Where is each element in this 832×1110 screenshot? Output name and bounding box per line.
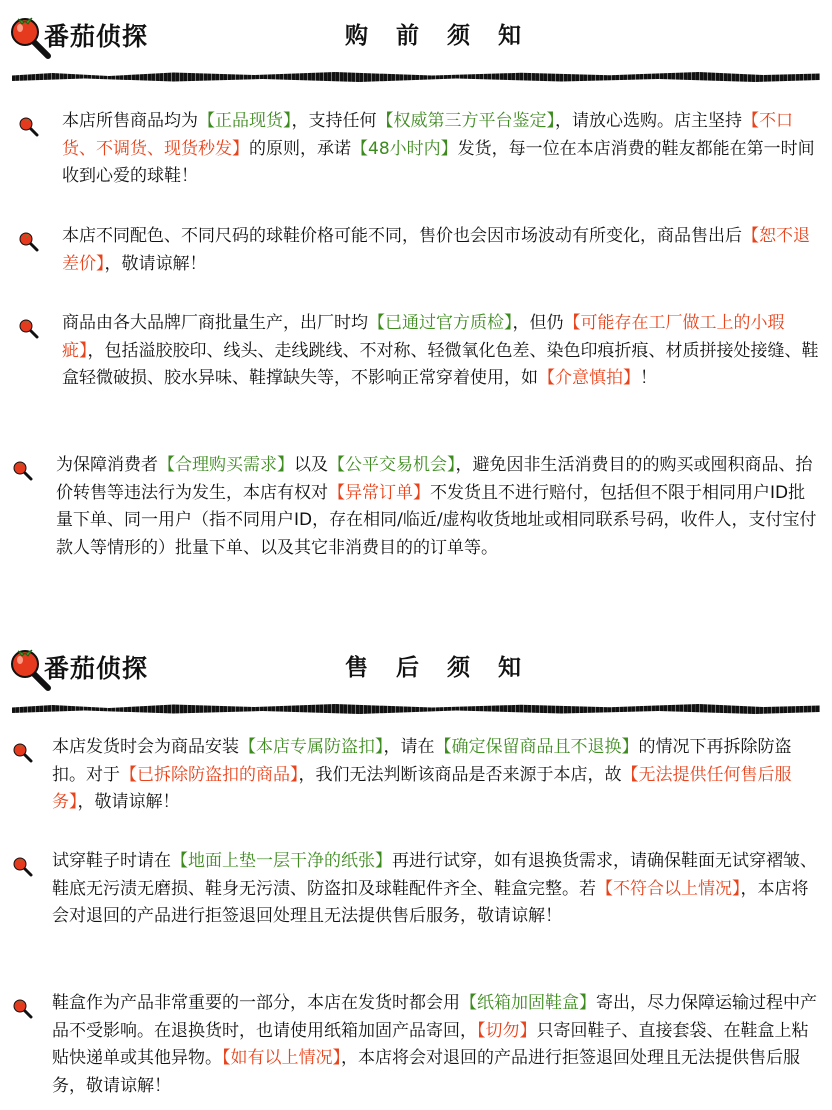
highlight-red: 【不口货、不调货、现货秒发】: [62, 111, 793, 159]
brand-name: 番茄侦探: [44, 654, 149, 683]
highlight-green: 【本店专属防盗扣】: [239, 737, 384, 757]
text-segment: 发货，每一位在本店消费的鞋友都能在第一时间收到心爱的球鞋！: [62, 138, 815, 186]
brand-name: 番茄侦探: [44, 22, 149, 51]
highlight-red: 【不符合以上情况】: [596, 878, 741, 899]
highlight-red: 【介意慎拍】: [538, 368, 640, 388]
text-segment: 本店不同配色、不同尺码的球鞋价格可能不同，售价也会因市场波动有所变化，商品售出后: [62, 226, 742, 246]
notice-text: [62, 223, 822, 278]
tomato-bullet-icon: [12, 856, 34, 878]
text-segment: 以及: [294, 455, 328, 475]
text-segment: ，请放心选购。店主坚持: [555, 111, 742, 131]
section-header: [0, 632, 832, 712]
highlight-red: 【恕不退差价】: [62, 226, 810, 274]
text-segment: 鞋盒作为产品非常重要的一部分，本店在发货时都会用: [52, 993, 460, 1013]
tomato-bullet-icon: [12, 742, 34, 764]
text-segment: 本店所售商品均为: [62, 111, 198, 131]
tomato-bullet-icon: [12, 460, 34, 482]
section-title: 售 后 须 知: [345, 655, 532, 681]
text-segment: 为保障消费者: [56, 455, 158, 475]
highlight-green: 【48小时内】: [351, 138, 458, 159]
text-segment: ！: [640, 368, 657, 388]
highlight-green: 【公平交易机会】: [328, 455, 456, 475]
text-segment: 商品由各大品牌厂商批量生产，出厂时均: [62, 313, 368, 333]
text-segment: ，请在: [383, 737, 435, 757]
highlight-green: 【纸箱加固鞋盒】: [460, 993, 596, 1013]
highlight-red: 【可能存在工厂做工上的小瑕疵】: [62, 313, 785, 361]
highlight-green: 【正品现货】: [198, 111, 292, 131]
highlight-red: 【切勿】: [477, 1020, 537, 1041]
text-segment: ，包括溢胶胶印、线头、走线跳线、不对称、轻微氧化色差、染色印痕折痕、材质拼接处接缝、鞋盒轻微破损、胶水异味、鞋撑缺失等，不影响正常穿着使用，如: [62, 340, 819, 388]
brush-divider: [12, 72, 820, 82]
tomato-bullet-icon: [12, 998, 34, 1020]
text-segment: 本店发货时会为商品安装: [52, 737, 239, 757]
highlight-red: 【如有以上情况】: [222, 1048, 341, 1068]
text-segment: ，敬请谅解！: [77, 792, 180, 812]
text-segment: ，本店将会对退回的产品进行拒签退回处理且无法提供售后服务，敬请谅解！: [52, 1048, 800, 1096]
text-segment: 寄出，尽力保障运输过程中产品不受影响。在退换货时，也请使用纸箱加固产品寄回，: [52, 993, 817, 1041]
text-segment: 的情况下再拆除防盗扣。对于: [52, 737, 792, 785]
section-title: 购 前 须 知: [345, 23, 532, 49]
notice-text: [56, 452, 822, 562]
notice-text: [62, 108, 822, 191]
highlight-green: 【权威第三方平台鉴定】: [376, 111, 555, 131]
text-segment: 的原则，承诺: [249, 138, 351, 159]
text-segment: 试穿鞋子时请在: [52, 851, 171, 871]
notice-text: [52, 990, 818, 1100]
notice-text: [62, 310, 822, 393]
brand-logo: [8, 8, 168, 68]
highlight-red: 【已拆除防盗扣的商品】: [120, 764, 299, 785]
text-segment: ，但仍: [512, 313, 564, 333]
tomato-bullet-icon: [18, 318, 40, 340]
section-header: [0, 0, 832, 80]
text-segment: ，支持任何: [291, 111, 377, 131]
highlight-green: 【确定保留商品且不退换】: [434, 737, 639, 757]
text-segment: ，敬请谅解！: [104, 253, 207, 274]
brush-divider: [12, 704, 820, 714]
highlight-red: 【异常订单】: [328, 482, 430, 503]
text-segment: 再进行试穿，如有退换货需求，请确保鞋面无试穿褶皱、鞋底无污渍无磨损、鞋身无污渍、防盗扣及球鞋配件齐全、鞋盒完整。若: [52, 851, 817, 899]
highlight-red: 【无法提供任何售后服务】: [52, 764, 792, 812]
highlight-green: 【合理购买需求】: [158, 455, 294, 475]
tomato-bullet-icon: [18, 116, 40, 138]
brand-logo: [8, 640, 168, 700]
text-segment: ，本店将会对退回的产品进行拒签退回处理且无法提供售后服务，敬请谅解！: [52, 878, 809, 926]
tomato-bullet-icon: [18, 231, 40, 253]
notice-text: [52, 734, 818, 817]
text-segment: 不发货且不进行赔付，包括但不限于相同用户ID批量下单、同一用户（指不同用户ID，存在相同/临近/虚构收货地址或相同联系号码，收件人，支付宝付款人等情形的）批量下单、以及其它非消费目的的订单等。: [56, 482, 817, 558]
text-segment: ，避免因非生活消费目的的购买或囤积商品、抬价转售等违法行为发生，本店有权对: [56, 455, 813, 503]
notice-text: [52, 848, 818, 931]
highlight-green: 【已通过官方质检】: [368, 313, 513, 333]
after-sale-section: [0, 632, 832, 1096]
highlight-green: 【地面上垫一层干净的纸张】: [171, 851, 392, 871]
text-segment: ，我们无法判断该商品是否来源于本店，故: [298, 764, 622, 785]
text-segment: 只寄回鞋子、直接套袋、在鞋盒上粘贴快递单或其他异物。: [52, 1020, 809, 1068]
